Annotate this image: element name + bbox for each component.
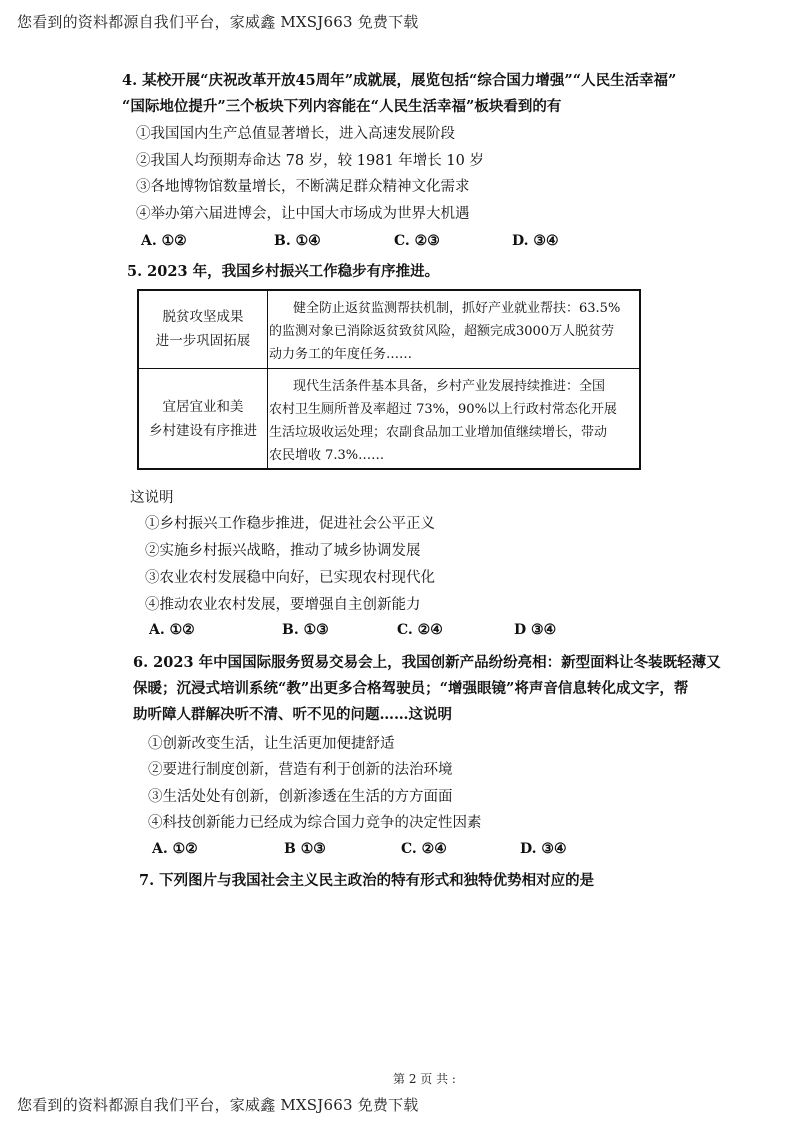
table-row1-content-line3: 动力务工的年度任务……: [269, 347, 413, 362]
q4-item-2: ②我国人均预期寿命达 78 岁，较 1981 年增长 10 岁: [136, 153, 484, 169]
q5-choice-d: D ③④: [514, 622, 557, 638]
table-row1-content: [269, 297, 635, 366]
q4-stem-line1: 4. 某校开展“庆祝改革开放45周年”成就展，展览包括“综合国力增强”“人民生活幸福”: [122, 72, 677, 89]
bottom-watermark-banner: 您看到的资料都源自我们平台，家威鑫 MXSJ663 免费下载: [17, 1096, 419, 1114]
table-row2-label: [139, 395, 267, 443]
table-row2-label-line1: 宜居宜业和美: [162, 399, 244, 415]
q5-item-2: ②实施乡村振兴战略，推动了城乡协调发展: [145, 543, 421, 559]
q6-stem-line3: 助听障人群解决听不清、听不见的问题……这说明: [133, 706, 452, 723]
q6-choice-c: C. ②④: [401, 841, 447, 857]
q5-item-3: ③农业农村发展稳中向好，已实现农村现代化: [145, 570, 435, 586]
q6-choice-a: A. ①②: [152, 841, 198, 857]
table-row1-label-line2: 进一步巩固拓展: [155, 333, 251, 349]
table-row1-label-line1: 脱贫攻坚成果: [162, 309, 244, 325]
table-horizontal-divider: [139, 368, 639, 369]
q5-item-4: ④推动农业农村发展，要增强自主创新能力: [145, 597, 421, 613]
q7-stem: 7. 下列图片与我国社会主义民主政治的特有形式和独特优势相对应的是: [139, 872, 595, 889]
table-row2-content-line3: 生活垃圾收运处理；农副食品加工业增加值继续增长，带动: [269, 425, 608, 440]
table-row2-label-line2: 乡村建设有序推进: [149, 423, 257, 439]
table-row2-content: [269, 375, 635, 467]
q4-choice-d: D. ③④: [512, 233, 559, 249]
q4-item-3: ③各地博物馆数量增长，不断满足群众精神文化需求: [136, 179, 470, 195]
q4-item-1: ①我国国内生产总值显著增长，进入高速发展阶段: [136, 126, 455, 142]
q6-choice-b: B ①③: [284, 841, 326, 857]
table-row1-label: [139, 305, 267, 353]
q5-item-1: ①乡村振兴工作稳步推进，促进社会公平正义: [145, 516, 435, 532]
q5-choice-b: B. ①③: [282, 622, 329, 638]
table-vertical-divider: [267, 291, 268, 468]
q5-choice-c: C. ②④: [397, 622, 443, 638]
q4-item-4: ④举办第六届进博会，让中国大市场成为世界大机遇: [136, 206, 470, 222]
q6-choice-d: D. ③④: [520, 841, 567, 857]
table-row1-content-line2: 的监测对象已消除返贫致贫风险，超额完成3000万人脱贫劳: [269, 324, 615, 339]
q6-item-2: ②要进行制度创新，营造有利于创新的法治环境: [148, 762, 453, 778]
q6-stem-line1: 6. 2023 年中国国际服务贸易交易会上，我国创新产品纷纷亮相：新型面料让冬装既轻薄又: [133, 654, 721, 671]
top-watermark-banner: 您看到的资料都源自我们平台，家威鑫 MXSJ663 免费下载: [17, 13, 419, 31]
q5-data-table: [137, 289, 641, 470]
table-row2-content-line4: 农民增收 7.3%……: [269, 448, 385, 463]
q6-item-3: ③生活处处有创新，创新渗透在生活的方方面面: [148, 789, 453, 805]
page-number-footer: 第 2 页 共 :: [393, 1072, 456, 1086]
q4-choice-b: B. ①④: [274, 233, 321, 249]
q5-stem: 5. 2023 年，我国乡村振兴工作稳步有序推进。: [127, 263, 440, 280]
table-row2-content-line1: 现代生活条件基本具备，乡村产业发展持续推进：全国: [293, 379, 606, 394]
q4-choice-a: A. ①②: [141, 233, 187, 249]
q4-choice-c: C. ②③: [394, 233, 440, 249]
q5-lead-text: 这说明: [130, 490, 174, 506]
table-row1-content-line1: 健全防止返贫监测帮扶机制，抓好产业就业帮扶：63.5%: [293, 301, 621, 316]
table-row2-content-line2: 农村卫生厕所普及率超过 73%，90%以上行政村常态化开展: [269, 402, 617, 417]
q4-stem-line2: “国际地位提升”三个板块下列内容能在“人民生活幸福”板块看到的有: [122, 98, 562, 115]
q6-stem-line2: 保暖；沉浸式培训系统“教”出更多合格驾驶员；“增强眼镜”将声音信息转化成文字，帮: [133, 680, 689, 697]
q6-item-1: ①创新改变生活，让生活更加便捷舒适: [148, 736, 395, 752]
q5-choice-a: A. ①②: [149, 622, 195, 638]
q6-item-4: ④科技创新能力已经成为综合国力竞争的决定性因素: [148, 815, 482, 831]
